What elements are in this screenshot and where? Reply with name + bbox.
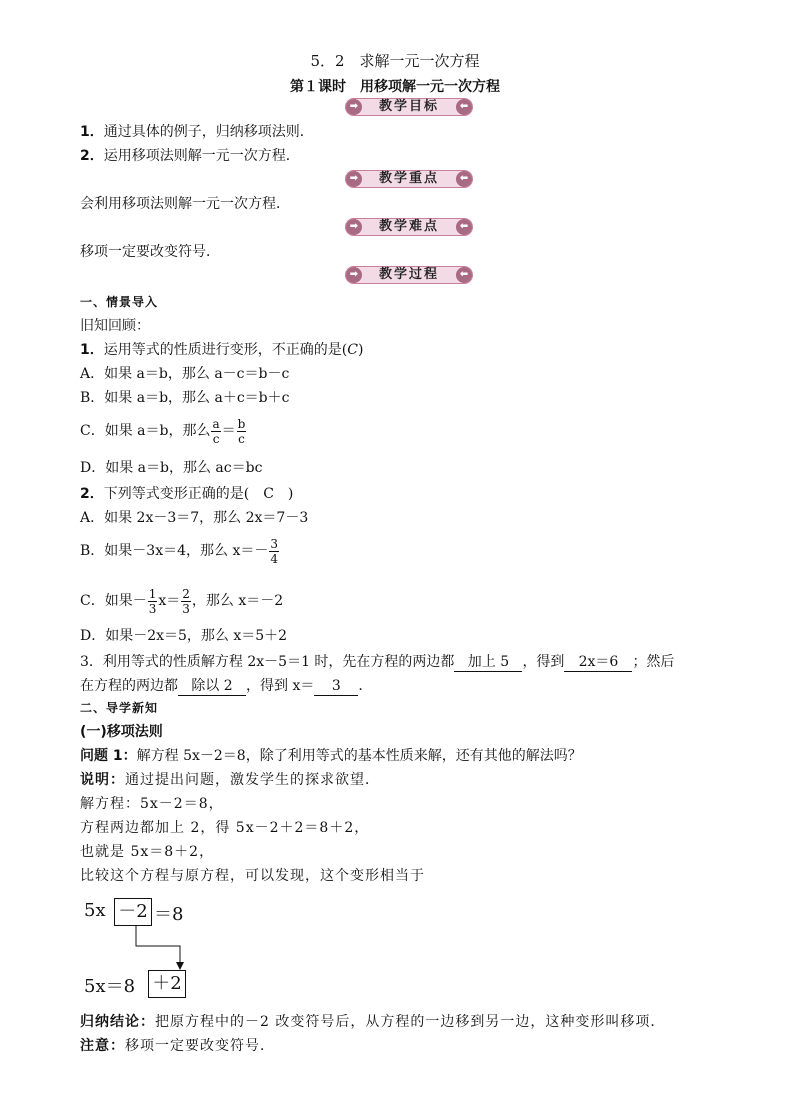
question-3-text: 3．利用等式的性质解方程 2x－5＝1 时，先在方程的两边都 <box>80 654 455 670</box>
q2-option-c-text: C．如果－ <box>80 593 147 609</box>
q2-option-c-post: ，那么 x＝－2 <box>191 593 284 609</box>
question-2 <box>80 484 293 504</box>
banner-label: 教学目标 <box>378 99 439 114</box>
question-1 <box>80 340 363 360</box>
arrow-right-icon: ⬅ <box>456 171 472 187</box>
q1-option-a: A．如果 a＝b，那么 a－c＝b－c <box>80 366 290 382</box>
key-points-text: 会利用移项法则解一元一次方程． <box>80 196 290 212</box>
question-3-end: ． <box>358 678 373 694</box>
attention-text: 移项一定要改变符号． <box>125 1038 275 1054</box>
banner-key-points <box>345 170 473 188</box>
banner-difficulties <box>345 218 473 236</box>
transposition-diagram <box>84 896 224 1001</box>
fraction-denominator: c <box>238 431 245 446</box>
diagram-top-left: 5x <box>84 900 106 921</box>
arrow-left-icon: ➡ <box>346 267 362 283</box>
answer-blank-1: 加上 5 <box>454 654 522 672</box>
answer-blank-2: 2x＝6 <box>564 654 632 672</box>
answer-blank-3: 除以 2 <box>178 678 246 696</box>
fraction <box>148 587 158 616</box>
banner-label: 教学重点 <box>378 171 439 186</box>
conclusion <box>80 1012 665 1032</box>
arrow-right-icon: ⬅ <box>456 267 472 283</box>
fraction-numerator: a <box>212 416 220 431</box>
arrow-right-icon: ⬅ <box>456 99 472 115</box>
diagram-top-right: ＝8 <box>154 904 184 925</box>
question-1-text: 运用等式的性质进行变形，不正确的是( <box>103 342 348 358</box>
q1-option-c-text: C．如果 a＝b，那么 <box>80 423 211 439</box>
goal-1-text: 通过具体的例子，归纳移项法则． <box>103 124 314 140</box>
banner-teaching-goals <box>345 98 473 116</box>
goal-2 <box>80 146 300 166</box>
lesson-title: 5．2 求解一元一次方程 <box>310 52 480 70</box>
fraction-numerator: 1 <box>148 586 157 601</box>
solution-step-2: 方程两边都加上 2，得 5x－2＋2＝8＋2， <box>80 820 370 836</box>
attention <box>80 1036 275 1056</box>
fraction-numerator: 3 <box>270 536 278 551</box>
question-3-line-2 <box>80 676 372 696</box>
fraction-denominator: 4 <box>270 551 278 566</box>
fraction <box>269 537 279 566</box>
section-2-heading: 二、导学新知 <box>80 701 159 715</box>
conclusion-label: 归纳结论： <box>80 1014 155 1030</box>
problem-1 <box>80 746 582 766</box>
q2-option-a: A．如果 2x－3＝7，那么 2x＝7－3 <box>80 510 309 526</box>
banner-label: 教学难点 <box>378 219 439 234</box>
fraction <box>237 417 247 446</box>
question-3-mid-1: ，得到 <box>522 654 565 670</box>
q1-option-d: D．如果 a＝b，那么 ac＝bc <box>80 460 263 476</box>
question-3-mid-3: ，得到 x＝ <box>246 678 315 694</box>
difficulties-text: 移项一定要改变符号． <box>80 244 220 260</box>
question-2-number: 2． <box>80 486 104 502</box>
note-label: 说明： <box>80 772 125 788</box>
lesson-subtitle: 第１课时 用移项解一元一次方程 <box>290 79 500 95</box>
goal-1 <box>80 122 314 142</box>
solution-step-1: 解方程：5x－2＝8， <box>80 796 224 812</box>
q2-option-d: D．如果－2x＝5，那么 x＝5＋2 <box>80 628 288 644</box>
arrow-left-icon: ➡ <box>346 99 362 115</box>
solution-step-3: 也就是 5x＝8＋2， <box>80 844 215 860</box>
q2-option-c <box>80 586 283 616</box>
note <box>80 770 380 790</box>
fraction-numerator: 2 <box>182 586 190 601</box>
fraction <box>211 417 220 446</box>
banner-process <box>345 266 473 284</box>
fraction-denominator: 3 <box>182 601 190 616</box>
question-1-answer: C <box>347 342 358 358</box>
goal-1-number: 1． <box>80 124 104 140</box>
conclusion-text: 把原方程中的－2 改变符号后，从方程的一边移到另一边，这种变形叫移项． <box>155 1014 666 1030</box>
fraction-numerator: b <box>237 416 246 431</box>
question-3-line-1 <box>80 652 674 672</box>
arrow-left-icon: ➡ <box>346 171 362 187</box>
diagram-top-box: －2 <box>114 898 152 926</box>
problem-1-label: 问题 1： <box>80 748 137 764</box>
q1-option-c <box>80 416 247 446</box>
question-1-close: ) <box>357 342 364 358</box>
note-text: 通过提出问题，激发学生的探求欲望． <box>125 772 380 788</box>
fraction-denominator: c <box>212 431 220 446</box>
subsection-heading: (一)移项法则 <box>80 724 163 740</box>
question-2-text: 下列等式变形正确的是( C ) <box>103 486 294 502</box>
review-label: 旧知回顾： <box>80 318 150 334</box>
question-1-number: 1． <box>80 342 104 358</box>
section-1-heading: 一、情景导入 <box>80 295 159 309</box>
goal-2-number: 2． <box>80 148 104 164</box>
diagram-bottom-box: ＋2 <box>148 970 186 998</box>
solution-step-4: 比较这个方程与原方程，可以发现，这个变形相当于 <box>80 868 425 884</box>
goal-2-text: 运用移项法则解一元一次方程． <box>103 148 300 164</box>
q1-option-b: B．如果 a＝b，那么 a＋c＝b＋c <box>80 390 290 406</box>
arrow-right-icon: ⬅ <box>456 219 472 235</box>
q2-option-b <box>80 536 280 566</box>
equals-sign: ＝ <box>221 423 236 439</box>
diagram-bottom-left: 5x＝8 <box>84 976 136 997</box>
q2-option-c-mid: x＝ <box>158 593 181 609</box>
answer-blank-4: 3 <box>314 678 358 696</box>
question-3-mid-2: ；然后 <box>632 654 675 670</box>
banner-label: 教学过程 <box>378 267 439 282</box>
question-3-line-2-text: 在方程的两边都 <box>80 678 178 694</box>
arrow-left-icon: ➡ <box>346 219 362 235</box>
q2-option-b-text: B．如果－3x＝4，那么 x＝－ <box>80 543 269 559</box>
attention-label: 注意： <box>80 1038 125 1054</box>
fraction <box>181 587 191 616</box>
problem-1-text: 解方程 5x－2＝8，除了利用等式的基本性质来解，还有其他的解法吗？ <box>136 748 582 764</box>
fraction-denominator: 3 <box>148 601 157 616</box>
